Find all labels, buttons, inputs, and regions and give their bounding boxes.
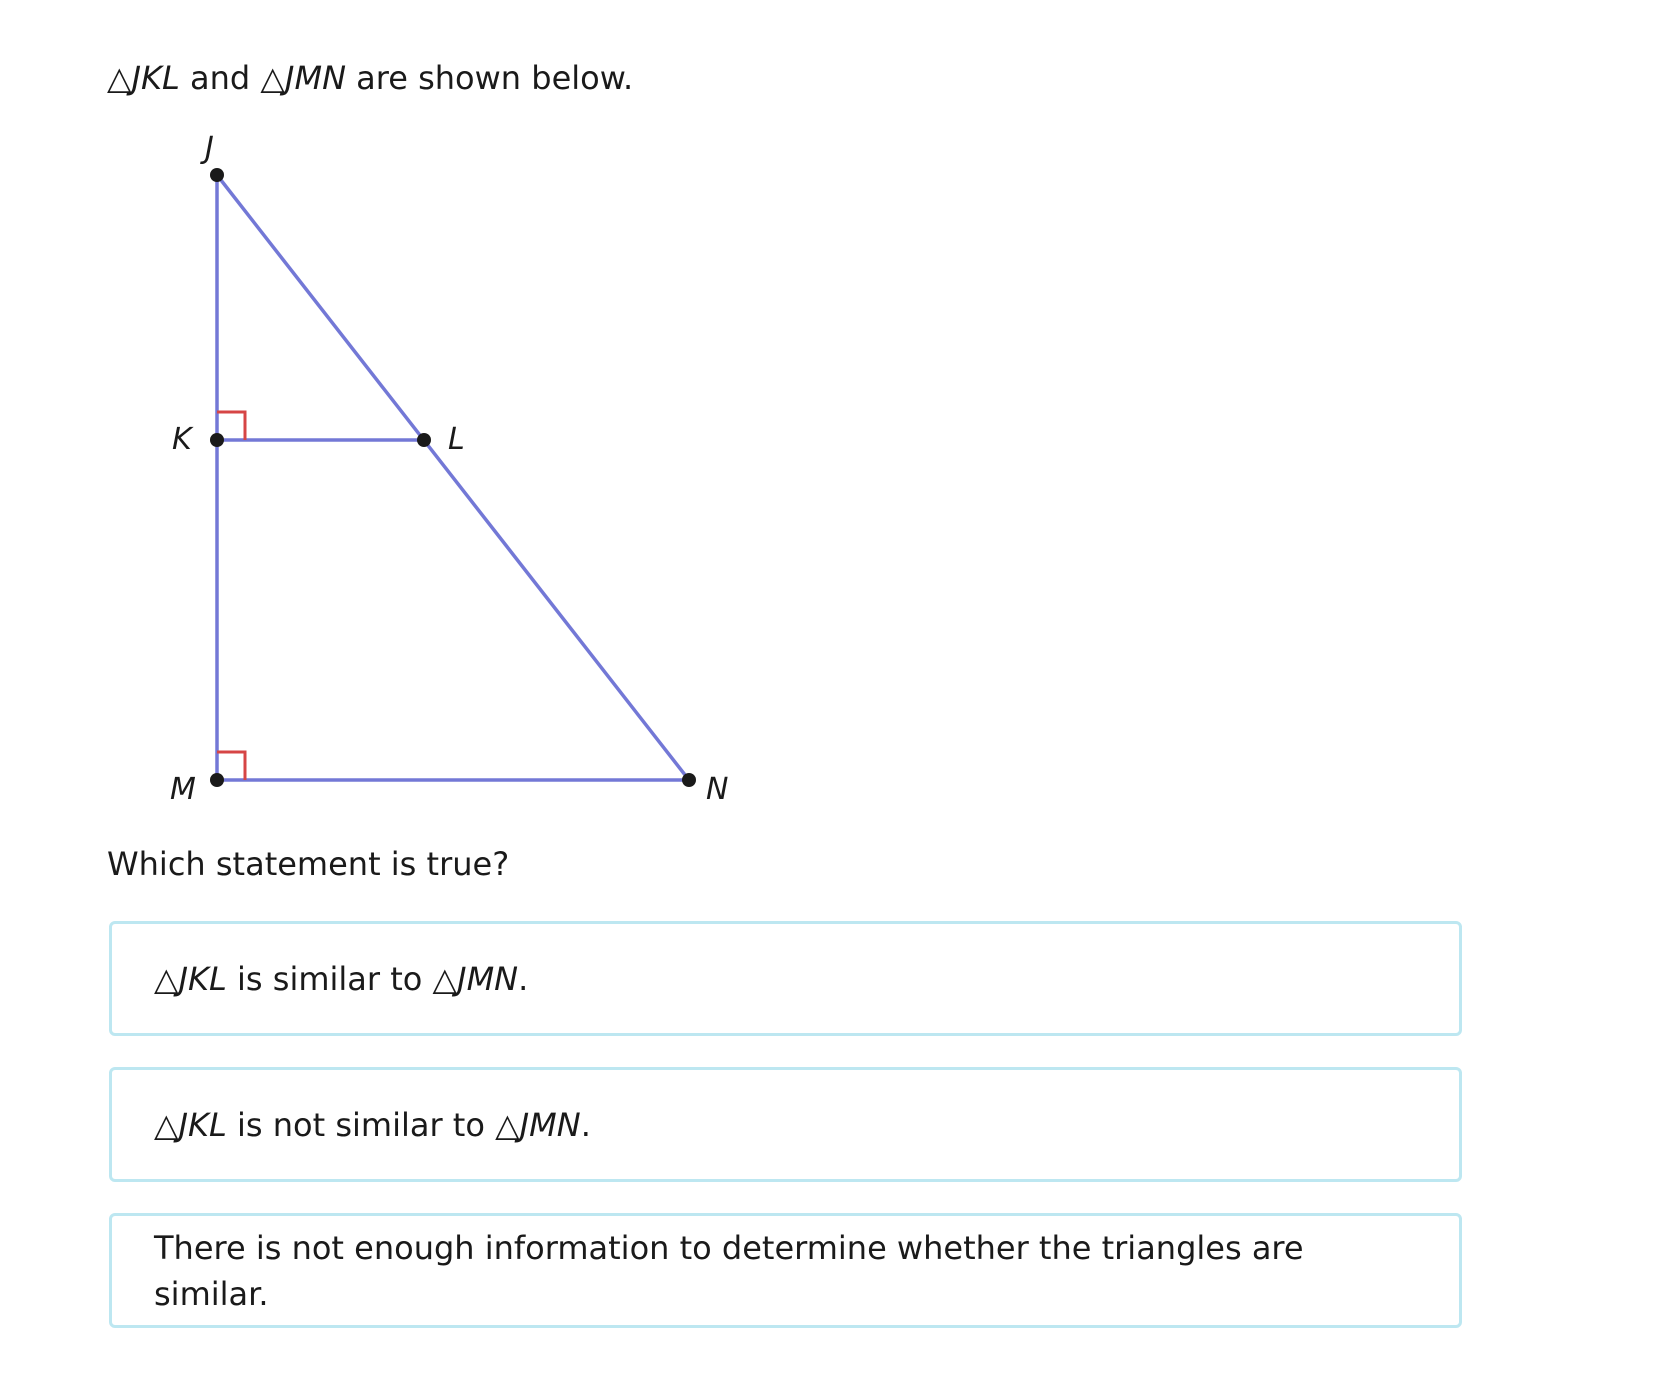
question-text: Which statement is true? — [107, 845, 510, 883]
choice-not-similar-tri1: △JKL — [154, 1105, 227, 1144]
label-l: L — [448, 422, 465, 457]
point-l — [417, 433, 431, 447]
choice-not-enough-info-text: There is not enough information to determine whether the triangles are similar. — [154, 1228, 1304, 1313]
label-n: N — [706, 772, 729, 807]
choice-similar[interactable] — [109, 921, 1462, 1036]
point-k — [210, 433, 224, 447]
choice-not-similar-middle: is not similar to — [226, 1105, 496, 1144]
prompt-tail: are shown below. — [346, 59, 634, 97]
choice-similar-middle: is similar to — [226, 959, 433, 998]
choice-not-enough-info[interactable] — [109, 1213, 1462, 1328]
choice-similar-tri1: △JKL — [154, 959, 227, 998]
label-m: M — [170, 772, 196, 807]
triangle-jmn-label: △JMN — [260, 59, 346, 97]
prompt-connector: and — [179, 59, 261, 97]
label-k: K — [172, 422, 192, 457]
label-j: J — [205, 131, 214, 166]
triangle-jkl-label: △JKL — [107, 59, 180, 97]
choice-not-similar-end: . — [580, 1105, 591, 1144]
choice-similar-end: . — [518, 959, 529, 998]
triangles-figure — [0, 0, 800, 840]
choice-not-similar[interactable] — [109, 1067, 1462, 1182]
choice-similar-text — [154, 956, 528, 1002]
choice-not-similar-text — [154, 1102, 591, 1148]
point-n — [682, 773, 696, 787]
segment-jn — [217, 175, 689, 780]
point-m — [210, 773, 224, 787]
choice-similar-tri2: △JMN — [432, 959, 519, 998]
point-j — [210, 168, 224, 182]
choice-not-similar-tri2: △JMN — [495, 1105, 581, 1144]
